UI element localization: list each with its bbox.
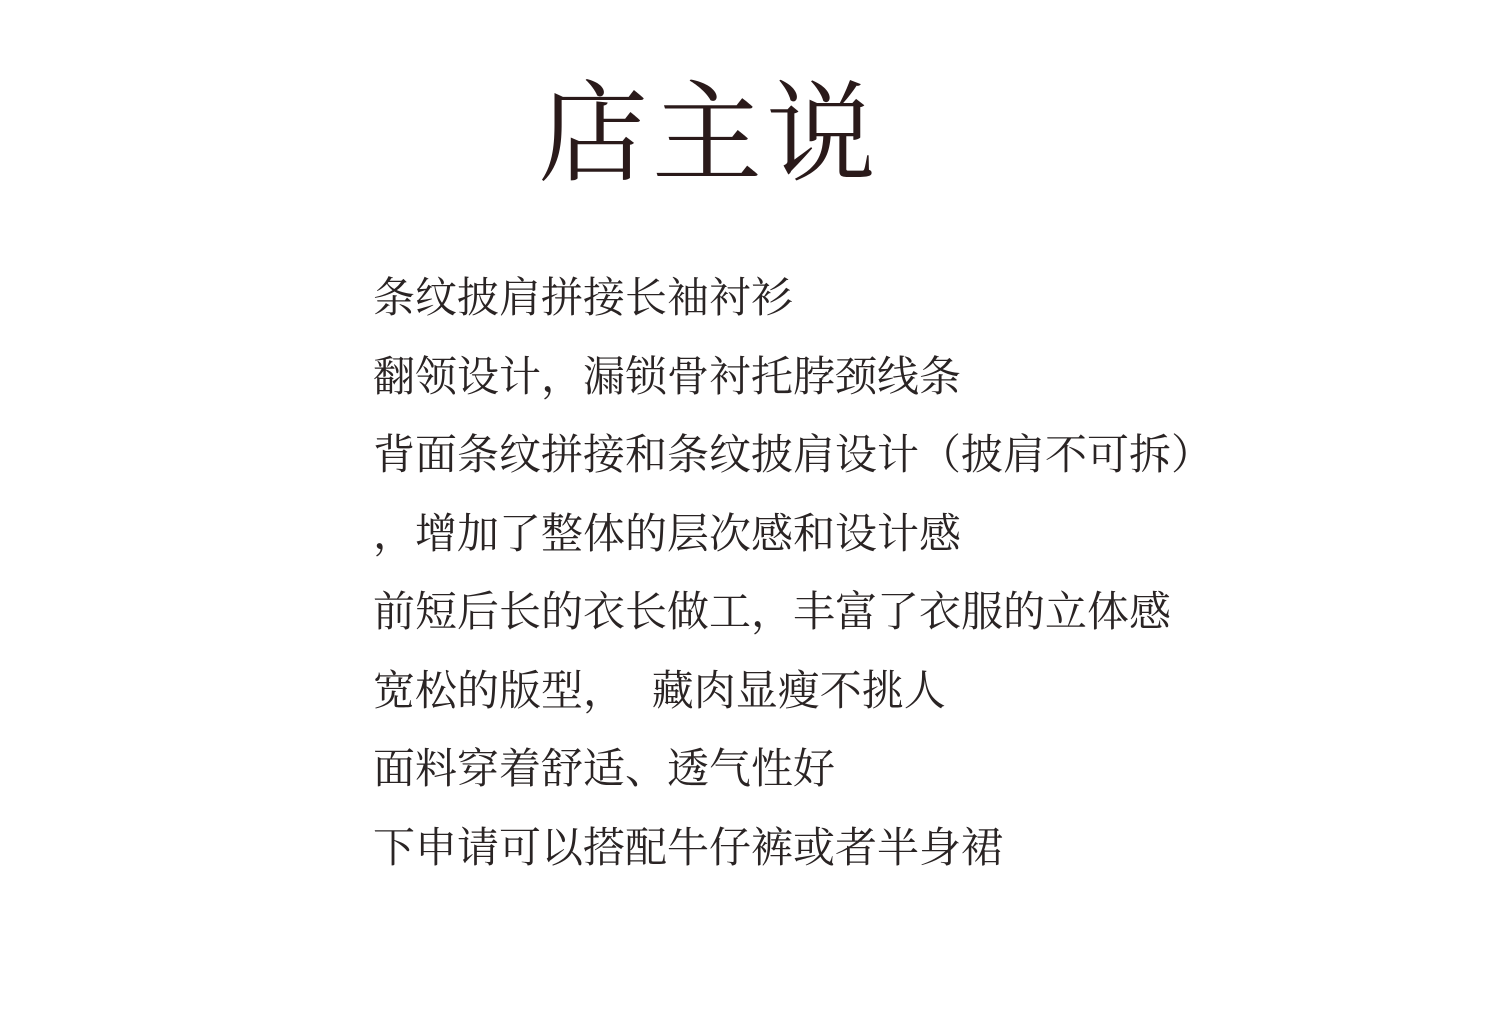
description-list: [373, 270, 1213, 898]
page-title: 店主说: [538, 70, 880, 198]
description-line: 面料穿着舒适、透气性好: [373, 744, 836, 793]
description-line: 背面条纹拼接和条纹披肩设计（披肩不可拆）: [373, 430, 1214, 479]
description-line: 条纹披肩拼接长袖衬衫: [373, 273, 794, 322]
description-line: 前短后长的衣长做工，丰富了衣服的立体感: [373, 587, 1172, 636]
description-line: 翻领设计，漏锁骨衬托脖颈线条: [373, 351, 962, 401]
description-line: ，增加了整体的层次感和设计感: [373, 508, 962, 558]
description-line: 宽松的版型， 藏肉显瘦不挑人: [373, 665, 946, 715]
description-line: 下申请可以搭配牛仔裤或者半身裙: [373, 822, 1004, 872]
